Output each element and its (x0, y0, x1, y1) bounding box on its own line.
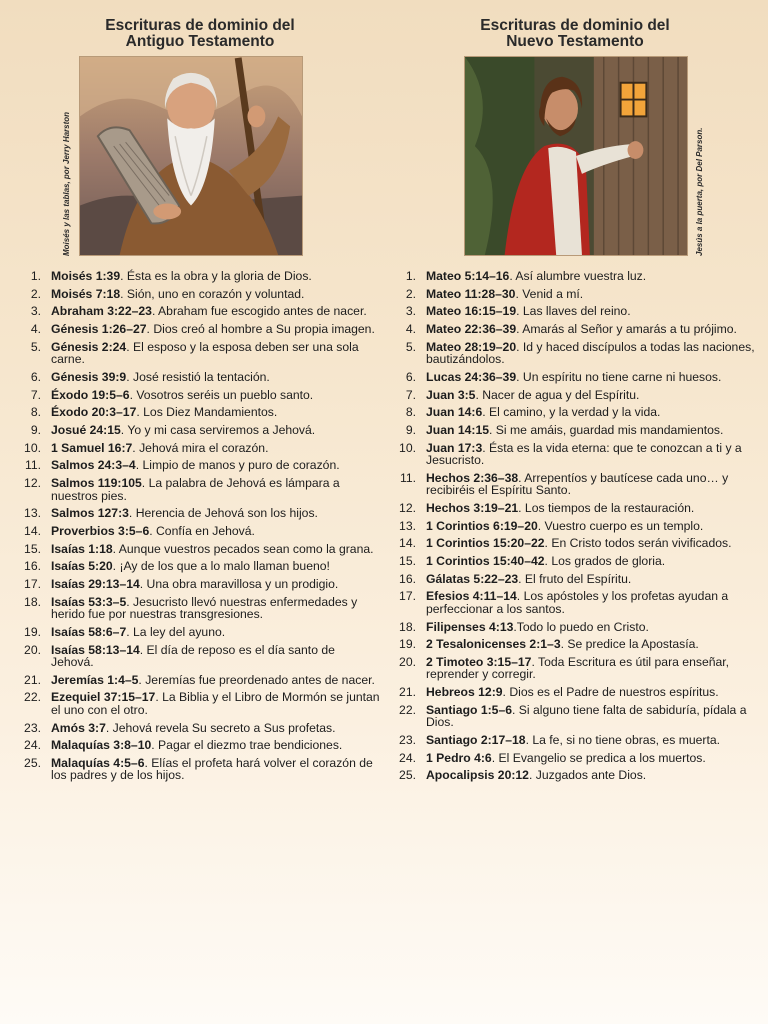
scripture-item (20, 525, 380, 537)
scripture-summary: . Los tiempos de la restauración. (518, 500, 695, 515)
old-testament-title-line1: Escrituras de dominio del (105, 17, 295, 34)
scripture-item (20, 442, 380, 454)
scripture-reference: Salmos 127:3 (51, 506, 129, 521)
scripture-item (20, 341, 380, 366)
item-number: 7. (30, 387, 41, 402)
scripture-reference: Abraham 3:22–23 (51, 304, 152, 319)
scripture-summary: . El esposo y la esposa deben ser una sola carne. (51, 339, 359, 367)
item-number: 2. (30, 286, 41, 301)
scripture-item (20, 507, 380, 519)
item-number: 3. (405, 304, 416, 319)
scripture-reference: Efesios 4:11–14 (426, 589, 517, 604)
item-number: 8. (405, 405, 416, 420)
scripture-item (395, 502, 755, 514)
scripture-summary: . Los grados de gloria. (544, 554, 666, 569)
scripture-summary: . Vosotros seréis un pueblo santo. (129, 387, 314, 402)
item-number: 6. (30, 369, 41, 384)
scripture-item (395, 305, 755, 317)
scripture-item (395, 621, 755, 633)
scripture-summary: . El camino, y la verdad y la vida. (482, 405, 661, 420)
scripture-item (395, 341, 755, 366)
scripture-summary: . Las llaves del reino. (516, 304, 631, 319)
scripture-item (20, 644, 380, 669)
scripture-item (20, 424, 380, 436)
scripture-reference: Isaías 29:13–14 (51, 577, 140, 592)
scripture-reference: Mateo 28:19–20 (426, 339, 517, 354)
item-number: 20. (24, 642, 41, 657)
item-number: 7. (405, 387, 416, 402)
scripture-reference: Amós 3:7 (51, 720, 106, 735)
item-number: 10. (24, 440, 41, 455)
scripture-summary: . Id y haced discípulos a todas las naciones, bautizándolos. (426, 339, 755, 367)
item-number: 15. (24, 541, 41, 556)
old-testament-title (20, 18, 380, 50)
scripture-reference: 2 Timoteo 3:15–17 (426, 654, 532, 669)
scripture-reference: Moisés 7:18 (51, 286, 121, 301)
new-testament-title-line2: Nuevo Testamento (506, 33, 644, 50)
item-number: 11. (399, 470, 416, 485)
scripture-summary: . Amarás al Señor y amarás a tu prójimo. (516, 322, 737, 337)
item-number: 8. (30, 405, 41, 420)
scripture-summary: . Yo y mi casa serviremos a Jehová. (120, 423, 316, 438)
scripture-reference: Salmos 24:3–4 (51, 458, 136, 473)
scripture-summary: . En Cristo todos serán vivificados. (544, 536, 732, 551)
item-number: 13. (24, 506, 41, 521)
scripture-item (395, 555, 755, 567)
scripture-summary: . Jehová mira el corazón. (132, 440, 269, 455)
scripture-reference: Isaías 5:20 (51, 559, 113, 574)
scripture-item (20, 674, 380, 686)
scripture-item (20, 722, 380, 734)
scripture-item (395, 686, 755, 698)
scripture-item (395, 323, 755, 335)
item-number: 16. (24, 559, 41, 574)
scripture-reference: 2 Tesalonicenses 2:1–3 (426, 637, 561, 652)
item-number: 20. (399, 654, 416, 669)
item-number: 25. (399, 768, 416, 783)
scripture-reference: Mateo 22:36–39 (426, 322, 517, 337)
scripture-summary: . Si me amáis, guardad mis mandamientos. (489, 423, 724, 438)
item-number: 4. (30, 322, 41, 337)
scripture-summary: .Todo lo puedo en Cristo. (513, 619, 649, 634)
scripture-item (20, 560, 380, 572)
item-number: 19. (399, 637, 416, 652)
item-number: 17. (399, 589, 416, 604)
scripture-reference: Filipenses 4:13 (426, 619, 514, 634)
scripture-summary: . Dios es el Padre de nuestros espíritus. (502, 685, 719, 700)
scripture-summary: . Los apóstoles y los profetas ayudan a perfeccionar a los santos. (426, 589, 729, 616)
scripture-item (20, 288, 380, 300)
scripture-summary: . Dios creó al hombre a Su propia imagen. (146, 322, 375, 337)
old-testament-title-line2: Antiguo Testamento (125, 33, 275, 50)
scripture-item (395, 752, 755, 764)
scripture-item (395, 520, 755, 532)
item-number: 11. (24, 458, 41, 473)
scripture-summary: . Jehová revela Su secreto a Sus profetas. (105, 720, 336, 735)
scripture-summary: . Elías el profeta hará volver el corazón de los padres y de los hijos. (51, 755, 373, 783)
scripture-reference: Lucas 24:36–39 (426, 369, 517, 384)
scripture-item (395, 406, 755, 418)
scripture-reference: Apocalipsis 20:12 (426, 768, 529, 783)
item-number: 23. (24, 720, 41, 735)
scripture-item (20, 543, 380, 555)
scripture-reference: Génesis 2:24 (51, 339, 127, 354)
scripture-summary: . Ésta es la vida eterna: que te conozcan a ti y a Jesucristo. (426, 440, 742, 468)
item-number: 9. (30, 423, 41, 438)
item-number: 9. (405, 423, 416, 438)
scripture-reference: 1 Corintios 6:19–20 (426, 518, 538, 533)
item-number: 2. (405, 286, 416, 301)
scripture-reference: Josué 24:15 (51, 423, 121, 438)
scripture-item (395, 734, 755, 746)
scripture-reference: Isaías 53:3–5 (51, 594, 127, 609)
scripture-summary: . Abraham fue escogido antes de nacer. (151, 304, 367, 319)
item-number: 18. (399, 619, 416, 634)
scripture-reference: Génesis 1:26–27 (51, 322, 147, 337)
scripture-reference: Isaías 58:6–7 (51, 624, 127, 639)
item-number: 24. (24, 738, 41, 753)
scripture-item (20, 406, 380, 418)
scripture-summary: . Confía en Jehová. (149, 523, 255, 538)
scripture-summary: . Limpio de manos y puro de corazón. (135, 458, 340, 473)
new-testament-image-credit: Jesús a la puerta, por Del Parson. (695, 127, 704, 256)
item-number: 3. (30, 304, 41, 319)
scripture-reference: Santiago 1:5–6 (426, 702, 513, 717)
scripture-summary: . Se predice la Apostasía. (560, 637, 699, 652)
scripture-summary: . Así alumbre vuestra luz. (509, 269, 647, 283)
scripture-item (20, 270, 380, 282)
item-number: 18. (24, 594, 41, 609)
scripture-reference: Mateo 16:15–19 (426, 304, 517, 319)
scripture-summary: . Un espíritu no tiene carne ni huesos. (516, 369, 722, 384)
item-number: 12. (399, 500, 416, 515)
item-number: 5. (30, 339, 41, 354)
scripture-item (395, 288, 755, 300)
scripture-reference: Mateo 11:28–30 (426, 286, 516, 301)
scripture-item (395, 442, 755, 467)
scripture-reference: Ezequiel 37:15–17 (51, 690, 156, 705)
scripture-item (20, 371, 380, 383)
scripture-summary: . Nacer de agua y del Espíritu. (475, 387, 640, 402)
item-number: 5. (405, 339, 416, 354)
item-number: 21. (399, 685, 416, 700)
moses-painting (79, 56, 303, 256)
scripture-summary: . Herencia de Jehová son los hijos. (128, 506, 318, 521)
new-testament-list (395, 270, 755, 787)
scripture-item (395, 371, 755, 383)
scripture-item (395, 573, 755, 585)
scripture-summary: . Ésta es la obra y la gloria de Dios. (120, 269, 312, 283)
old-testament-list (20, 270, 380, 787)
item-number: 6. (405, 369, 416, 384)
scripture-summary: . Aunque vuestros pecados sean como la grana. (112, 541, 374, 556)
item-number: 24. (399, 750, 416, 765)
item-number: 25. (24, 755, 41, 770)
scripture-reference: Hechos 3:19–21 (426, 500, 519, 515)
scripture-item (20, 578, 380, 590)
scripture-reference: Jeremías 1:4–5 (51, 672, 139, 687)
scripture-reference: Hebreos 12:9 (426, 685, 503, 700)
scripture-reference: Santiago 2:17–18 (426, 732, 526, 747)
item-number: 23. (399, 732, 416, 747)
scripture-reference: Juan 17:3 (426, 440, 483, 455)
scripture-summary: . La palabra de Jehová es lámpara a nuestros pies. (51, 476, 340, 503)
scripture-reference: Hechos 2:36–38 (426, 470, 519, 485)
item-number: 22. (399, 702, 416, 717)
scripture-reference: Moisés 1:39 (51, 269, 121, 283)
scripture-summary: . ¡Ay de los que a lo malo llaman bueno! (112, 559, 330, 574)
scripture-reference: Génesis 39:9 (51, 369, 127, 384)
scripture-reference: Isaías 1:18 (51, 541, 113, 556)
scripture-summary: . Los Diez Mandamientos. (136, 405, 278, 420)
scripture-summary: . José resistió la tentación. (126, 369, 270, 384)
scripture-item (20, 739, 380, 751)
scripture-item (395, 656, 755, 681)
scripture-reference: Malaquías 4:5–6 (51, 755, 145, 770)
old-testament-image-credit: Moisés y las tablas, por Jerry Harston (62, 111, 71, 256)
scripture-summary: . Sión, uno en corazón y voluntad. (120, 286, 305, 301)
scripture-reference: Juan 3:5 (426, 387, 476, 402)
item-number: 12. (24, 476, 41, 491)
scripture-reference: Éxodo 20:3–17 (51, 405, 137, 420)
item-number: 16. (399, 571, 416, 586)
item-number: 1. (405, 269, 416, 283)
scripture-reference: Salmos 119:105 (51, 476, 142, 491)
scripture-summary: . Arrepentíos y bautícese cada uno… y recibiréis el Espíritu Santo. (426, 470, 729, 498)
scripture-item (395, 704, 755, 729)
scripture-item (20, 323, 380, 335)
item-number: 17. (24, 577, 41, 592)
item-number: 14. (399, 536, 416, 551)
scripture-summary: . La ley del ayuno. (126, 624, 226, 639)
scripture-reference: Éxodo 19:5–6 (51, 387, 130, 402)
scripture-item (395, 472, 755, 497)
scripture-summary: . El fruto del Espíritu. (518, 571, 632, 586)
item-number: 1. (30, 269, 41, 283)
new-testament-title-line1: Escrituras de dominio del (480, 17, 670, 34)
item-number: 13. (399, 518, 416, 533)
scripture-summary: . Pagar el diezmo trae bendiciones. (151, 738, 343, 753)
scripture-summary: . Vuestro cuerpo es un templo. (537, 518, 704, 533)
scripture-summary: . Toda Escritura es útil para enseñar, reprender y corregir. (426, 654, 730, 682)
scripture-summary: . El Evangelio se predica a los muertos. (491, 750, 706, 765)
scripture-reference: 1 Corintios 15:40–42 (426, 554, 545, 569)
item-number: 15. (399, 554, 416, 569)
scripture-summary: . Juzgados ante Dios. (528, 768, 647, 783)
scripture-item (20, 757, 380, 782)
item-number: 14. (24, 523, 41, 538)
scripture-reference: 1 Corintios 15:20–22 (426, 536, 545, 551)
scripture-reference: Juan 14:6 (426, 405, 483, 420)
scripture-reference: Juan 14:15 (426, 423, 490, 438)
scripture-item (395, 769, 755, 781)
scripture-item (395, 537, 755, 549)
scripture-item (20, 389, 380, 401)
scripture-summary: . Venid a mí. (515, 286, 584, 301)
scripture-summary: . La Biblia y el Libro de Mormón se juntan el uno con el otro. (51, 690, 380, 717)
item-number: 21. (24, 672, 41, 687)
scripture-reference: Proverbios 3:5–6 (51, 523, 150, 538)
scripture-summary: . Jesucristo llevó nuestras enfermedades y herido fue por nuestras transgresiones. (51, 594, 358, 622)
scripture-summary: . La fe, si no tiene obras, es muerta. (525, 732, 721, 747)
scripture-item (395, 389, 755, 401)
scripture-reference: 1 Pedro 4:6 (426, 750, 492, 765)
scripture-reference: Gálatas 5:22–23 (426, 571, 519, 586)
scripture-item (20, 626, 380, 638)
scripture-reference: Mateo 5:14–16 (426, 269, 510, 283)
item-number: 22. (24, 690, 41, 705)
scripture-item (20, 691, 380, 716)
scripture-item (20, 305, 380, 317)
item-number: 10. (399, 440, 416, 455)
item-number: 19. (24, 624, 41, 639)
jesus-at-door-painting (464, 56, 688, 256)
scripture-item (20, 459, 380, 471)
scripture-item (395, 424, 755, 436)
scripture-item (395, 638, 755, 650)
scripture-reference: 1 Samuel 16:7 (51, 440, 133, 455)
scripture-item (395, 270, 755, 282)
item-number: 4. (405, 322, 416, 337)
scripture-summary: . Una obra maravillosa y un prodigio. (139, 577, 339, 592)
scripture-item (20, 477, 380, 502)
new-testament-title (395, 18, 755, 50)
scripture-summary: . Si alguno tiene falta de sabiduría, pídala a Dios. (426, 702, 747, 730)
scripture-reference: Malaquías 3:8–10 (51, 738, 152, 753)
scripture-summary: . Jeremías fue preordenado antes de nacer. (138, 672, 375, 687)
scripture-item (395, 590, 755, 615)
scripture-summary: . El día de reposo es el día santo de Jehová. (51, 642, 335, 669)
scripture-item (20, 596, 380, 621)
scripture-reference: Isaías 58:13–14 (51, 642, 140, 657)
